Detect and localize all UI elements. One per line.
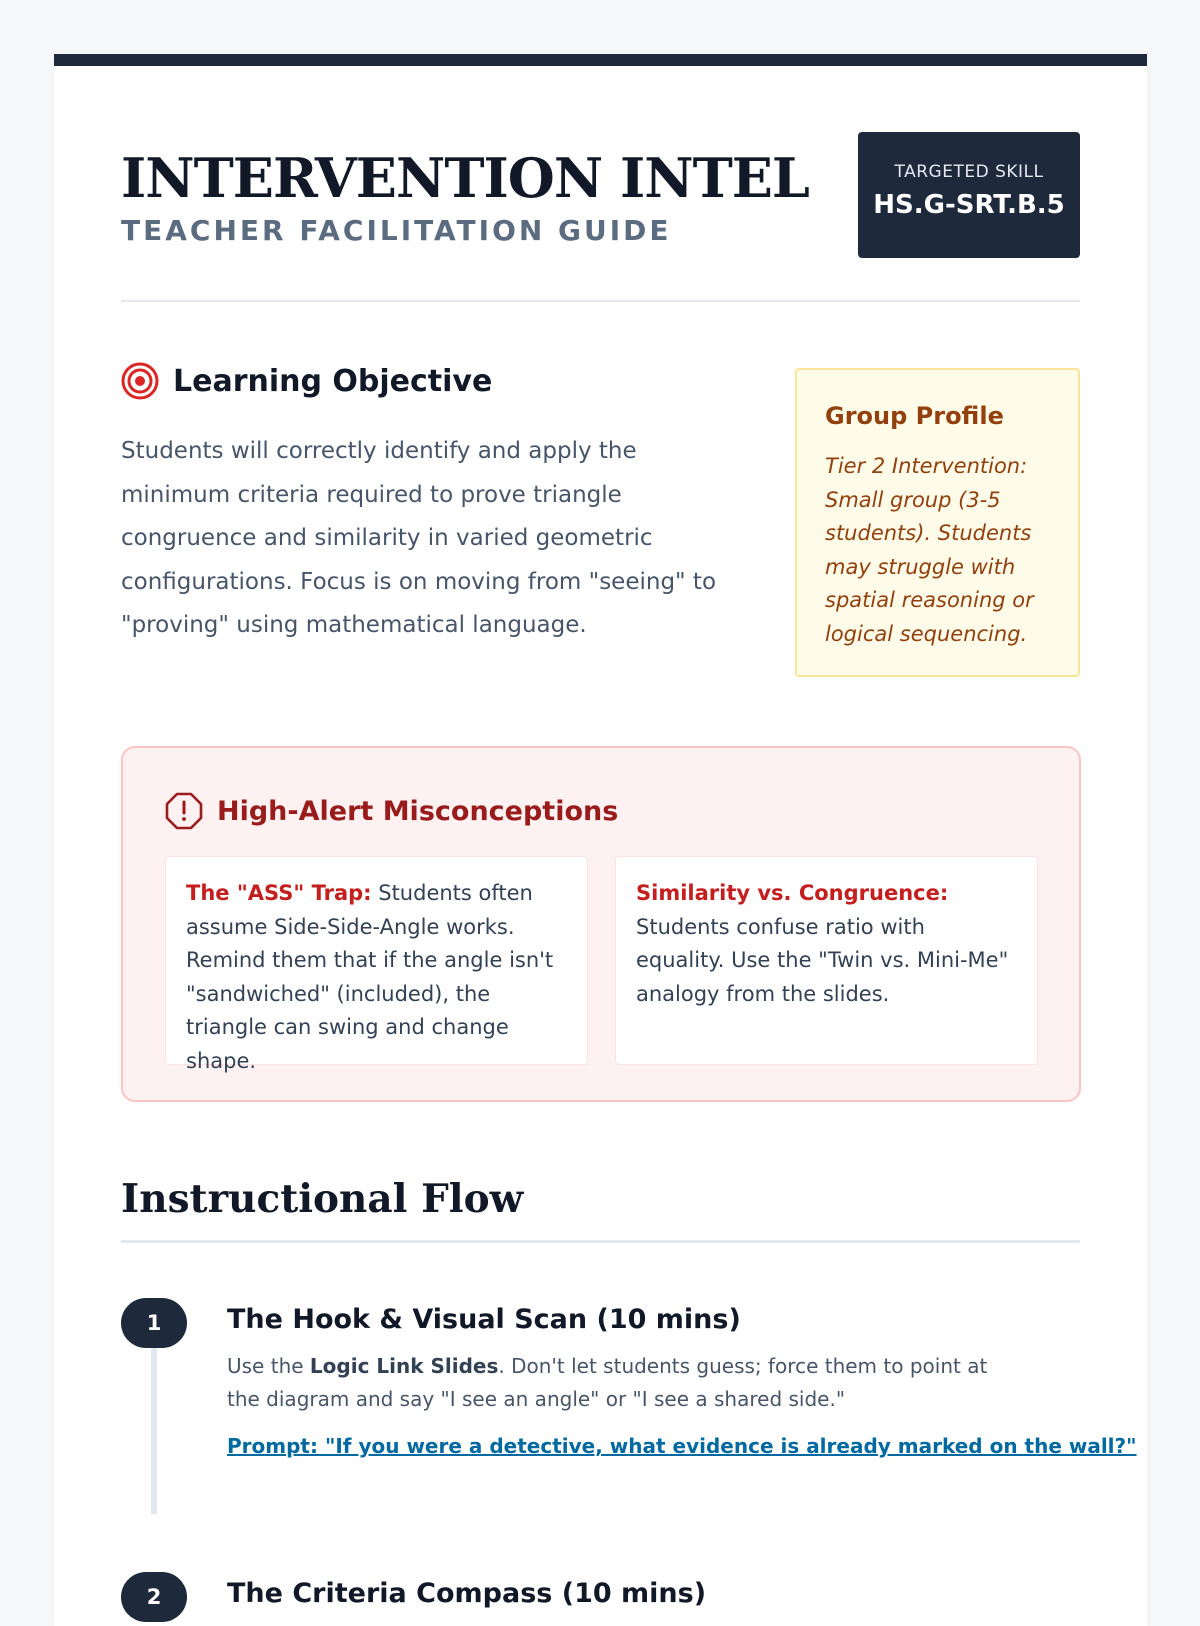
learning-objective-section [121, 362, 721, 648]
misconception-text: Students confuse ratio with equality. Use the "Twin vs. Mini-Me" analogy from the slides. [636, 914, 1009, 1006]
objective-text: Students will correctly identify and apply the minimum criteria required to prove triangle congruence and similarity in varied geometric configurations. Focus is on moving from "seeing" to "proving" using mathematical language. [121, 438, 717, 638]
skill-code: HS.G-SRT.B.5 [873, 190, 1065, 220]
step-title: The Hook & Visual Scan (10 mins) [227, 1304, 741, 1335]
step-prompt-link[interactable]: Prompt: "If you were a detective, what evidence is already marked on the wall?" [227, 1434, 1137, 1458]
misconception-card [615, 856, 1038, 1065]
misconception-term: The "ASS" Trap: [186, 881, 372, 905]
instructional-flow-title: Instructional Flow [121, 1176, 524, 1222]
step-connector-line [151, 1348, 157, 1514]
logic-link-slides-reference: Logic Link Slides [309, 1354, 499, 1378]
skill-label: TARGETED SKILL [894, 162, 1044, 182]
page-subtitle: TEACHER FACILITATION GUIDE [121, 214, 672, 247]
alert-octagon-icon [165, 792, 203, 830]
step-text-part: . Don't let students guess; force them to point at the diagram and say "I see an angle" or "I see a shared side." [227, 1354, 988, 1411]
header-divider [121, 300, 1080, 302]
misconception-term: Similarity vs. Congruence: [636, 881, 949, 905]
target-icon [121, 362, 159, 400]
group-profile-title: Group Profile [825, 402, 1004, 430]
guide-page [54, 54, 1147, 1626]
group-profile-text: Tier 2 Intervention: Small group (3-5 students). Students may struggle with spatial reasoning or logical sequencing. [825, 454, 1034, 646]
step-title: The Criteria Compass (10 mins) [227, 1578, 707, 1609]
flow-divider [121, 1240, 1080, 1243]
misconception-text: Students often assume Side-Side-Angle works. Remind them that if the angle isn't "sandwiched" (included), the triangle can swing and change shape. [186, 881, 554, 1073]
misconceptions-title: High-Alert Misconceptions [217, 795, 619, 827]
misconception-card [165, 856, 588, 1073]
objective-title: Learning Objective [173, 363, 493, 399]
step-description [227, 1350, 1017, 1416]
step-number-badge: 1 [121, 1298, 187, 1348]
page-title: INTERVENTION INTEL [121, 146, 809, 210]
misconceptions-panel [121, 746, 1081, 1102]
step-text-part: Use the [227, 1354, 310, 1378]
group-profile-card [795, 368, 1080, 677]
targeted-skill-badge [858, 132, 1080, 258]
step-number-badge: 2 [121, 1572, 187, 1622]
